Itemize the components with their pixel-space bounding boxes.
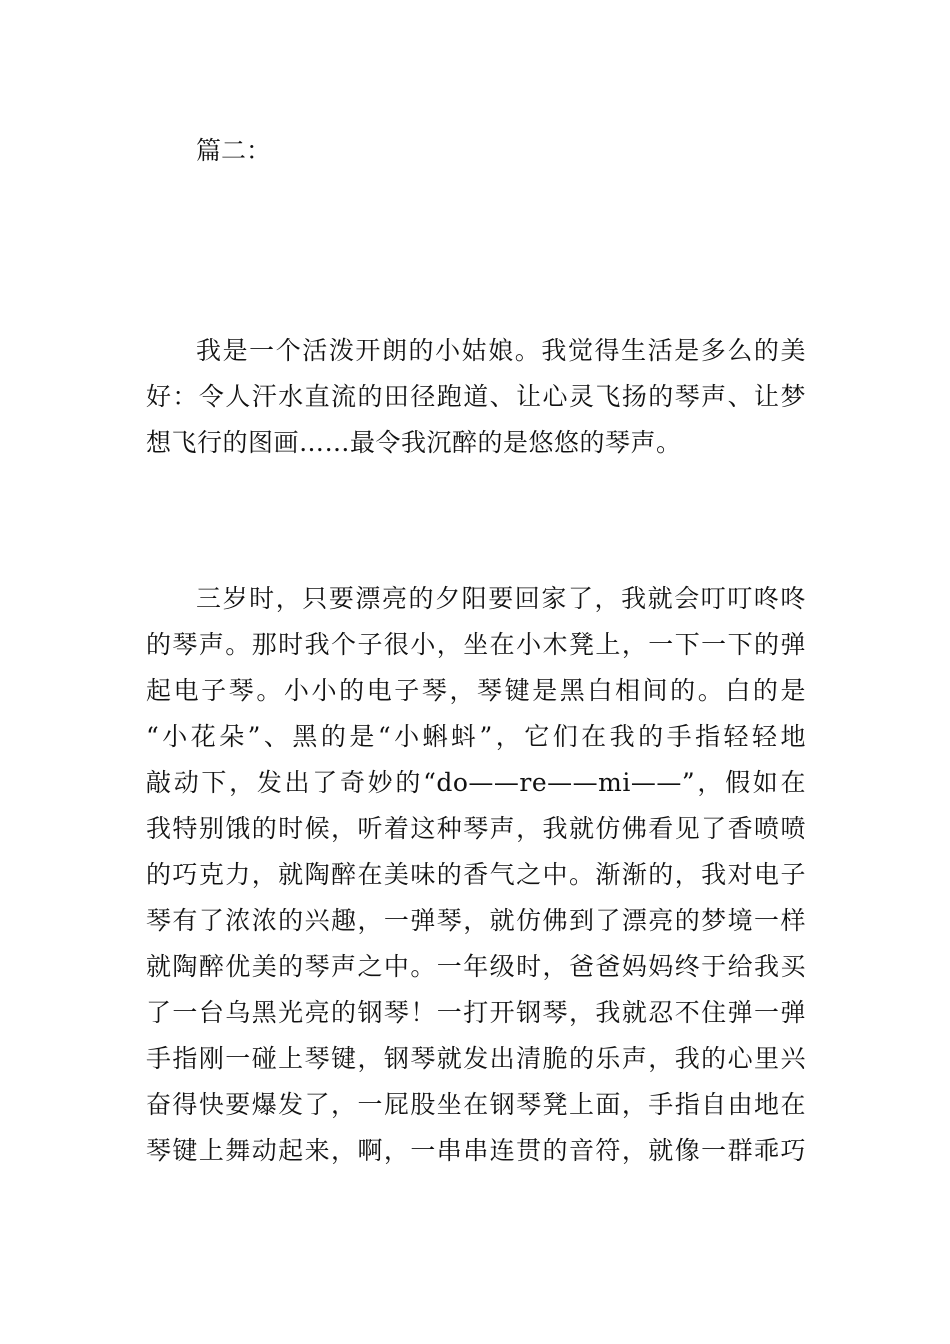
paragraph-2-line: 了一台乌黑光亮的钢琴！一打开钢琴，我就忍不住弹一弹	[146, 998, 806, 1027]
paragraph-2-line: 奋得快要爆发了，一屁股坐在钢琴凳上面，手指自由地在	[146, 1090, 806, 1119]
paragraph-2-line: 琴键上舞动起来，啊，一串串连贯的音符，就像一群乖巧	[146, 1136, 806, 1165]
paragraph-2-line: “小花朵”、黑的是“小蝌蚪”，它们在我的手指轻轻地	[146, 722, 806, 751]
paragraph-2-line: 就陶醉优美的琴声之中。一年级时，爸爸妈妈终于给我买	[146, 952, 806, 981]
section-heading: 篇二：	[196, 136, 272, 165]
paragraph-2-line: 我特别饿的时候，听着这种琴声，我就仿佛看见了香喷喷	[146, 814, 806, 843]
paragraph-2-line: 三岁时，只要漂亮的夕阳要回家了，我就会叮叮咚咚	[196, 584, 806, 613]
paragraph-1-line: 我是一个活泼开朗的小姑娘。我觉得生活是多么的美	[196, 336, 806, 365]
paragraph-2-line: 的琴声。那时我个子很小，坐在小木凳上，一下一下的弹	[146, 630, 806, 659]
paragraph-2-line: 敲动下，发出了奇妙的“do——re——mi——”，假如在	[146, 768, 806, 797]
paragraph-2-line: 的巧克力，就陶醉在美味的香气之中。渐渐的，我对电子	[146, 860, 806, 889]
paragraph-1-line: 好：令人汗水直流的田径跑道、让心灵飞扬的琴声、让梦	[146, 382, 806, 411]
paragraph-2-line: 起电子琴。小小的电子琴，琴键是黑白相间的。白的是	[146, 676, 806, 705]
paragraph-2-line: 手指刚一碰上琴键，钢琴就发出清脆的乐声，我的心里兴	[146, 1044, 806, 1073]
paragraph-2-line: 琴有了浓浓的兴趣，一弹琴，就仿佛到了漂亮的梦境一样	[146, 906, 806, 935]
paragraph-1-line: 想飞行的图画……最令我沉醉的是悠悠的琴声。	[146, 428, 682, 457]
